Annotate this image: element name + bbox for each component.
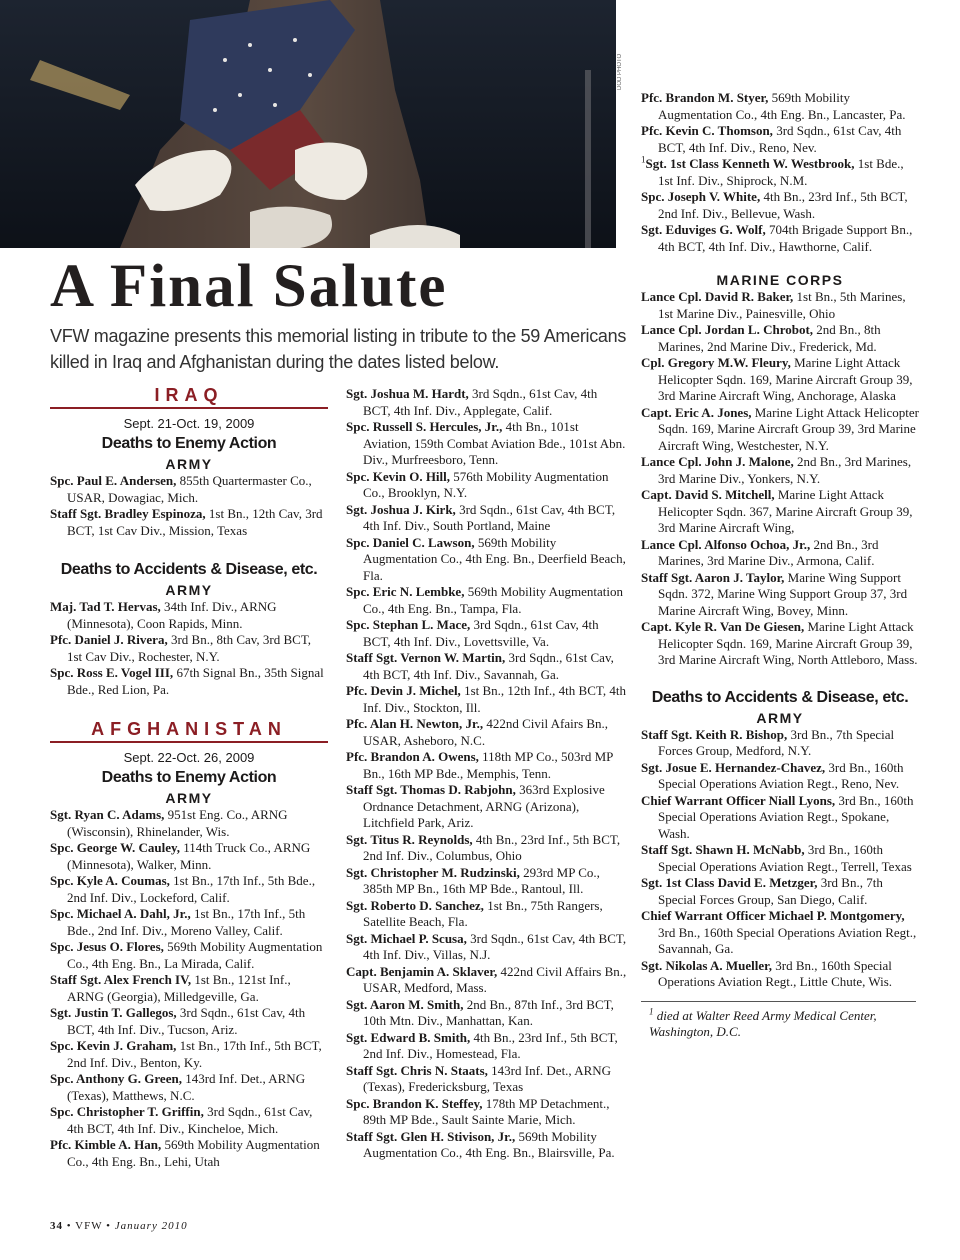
entry-unit: 143rd Inf. Det., ARNG (Texas), Matthews, N.C. (67, 1071, 306, 1103)
entry-name: Sgt. Josue E. Hernandez-Chavez, (641, 759, 826, 775)
entry-name: Pfc. Daniel J. Rivera, (50, 632, 168, 647)
roll-entry (346, 782, 628, 832)
entry-name: Capt. David S. Mitchell, (641, 487, 775, 502)
entry-unit: Marine Light Attack Helicopter Sqdn. 169, Marine Aircraft Group 39, 3rd Marine Aircraft Wing, Anchorage, Alaska (658, 355, 913, 403)
roll-entry (50, 873, 328, 906)
iraq-accidents-heading: Deaths to Accidents & Disease, etc. (60, 561, 318, 578)
roll-entry (50, 1038, 328, 1071)
roll-entry (50, 906, 328, 939)
entry-name: Spc. Brandon K. Steffey, (346, 1095, 483, 1111)
entry-unit: 3rd Sqdn., 61st Cav, 4th BCT, 4th Inf. Div., South Portland, Maine (363, 501, 616, 533)
roll-entry (641, 908, 919, 958)
roll-entry (346, 683, 628, 716)
entry-unit: 3rd Sqdn., 61st Cav, 4th BCT, 4th Inf. Div., Applegate, Calif. (363, 386, 598, 418)
page-number: 34 (50, 1220, 63, 1232)
roll-entry (346, 502, 628, 535)
roll-entry (50, 665, 328, 698)
roll-entry (50, 1005, 328, 1038)
entry-name: Pfc. Kimble A. Han, (50, 1137, 162, 1152)
entry-name: Spc. Ross E. Vogel III, (50, 665, 174, 680)
entry-name: Staff Sgt. Shawn H. McNabb, (641, 842, 805, 857)
roll-entry (50, 506, 328, 539)
issue-date: January 2010 (114, 1220, 188, 1232)
entry-name: Sgt. Edward B. Smith, (346, 1029, 471, 1045)
entry-name: Staff Sgt. Glen H. Stivison, Jr., (346, 1128, 516, 1144)
entry-unit: 3rd Sqdn., 61st Cav, 4th BCT, 4th Inf. Div., Tucson, Ariz. (67, 1005, 306, 1037)
entry-unit: 4th Bn., 101st Aviation, 159th Combat Aviation Bde., 101st Abn. Div., Murfreesboro, Tenn. (363, 419, 626, 467)
entry-unit: 178th MP Detachment., 89th MP Bde., Sault Sainte Marie, Mich. (363, 1095, 610, 1127)
entry-unit: Marine Wing Support Sqdn. 372, Marine Wing Support Group 37, 3rd Marine Aircraft Wing, Bovey, Minn. (658, 569, 908, 618)
entry-name: Lance Cpl. Jordan L. Chrobot, (641, 322, 814, 337)
afghanistan-accidents-heading: Deaths to Accidents & Disease, etc. (651, 688, 909, 706)
roll-entry (346, 1129, 628, 1162)
folio-separator: • (106, 1220, 112, 1232)
entry-name: Sgt. Christopher M. Rudzinski, (346, 864, 520, 880)
column-right (641, 90, 919, 1041)
roll-entry (641, 405, 919, 455)
roll-entry (641, 454, 919, 487)
roll-entry (641, 570, 919, 620)
entry-unit: 422nd Civil Afairs Bn., USAR, Asheboro, N.C. (363, 716, 609, 748)
iraq-dates: Sept. 21-Oct. 19, 2009 (123, 416, 255, 431)
entry-name: Staff Sgt. Keith R. Bishop, (641, 726, 788, 742)
entry-unit: Marine Light Attack Helicopter Sqdn. 367, Marine Aircraft Group 39, 3rd Marine Aircraft Wing, (658, 487, 913, 535)
roll-entry (50, 473, 328, 506)
roll-entry (346, 419, 628, 469)
entry-name: Sgt. Aaron M. Smith, (346, 996, 464, 1012)
entry-name: Sgt. Joshua M. Hardt, (346, 386, 469, 401)
entry-unit: 1st Bn., 12th Cav, 3rd BCT, 1st Cav Div., Mission, Texas (67, 506, 323, 538)
roll-entry (50, 632, 328, 665)
entry-unit: 3rd Bn., 7th Special Forces Group, San Diego, Calif. (658, 875, 883, 907)
entry-name: Sgt. Roberto D. Sanchez, (346, 897, 484, 913)
entry-unit: 569th Mobility Augmentation Co., 4th Eng. Bn., La Mirada, Calif. (67, 939, 323, 971)
entry-name: Spc. Joseph V. White, (641, 189, 761, 204)
entry-unit: 1st Bde., 1st Inf. Div., Shiprock, N.M. (658, 156, 904, 188)
entry-name: Spc. Christopher T. Griffin, (50, 1104, 204, 1119)
entry-unit: 3rd Bn., 160th Special Operations Aviation Regt., Reno, Nev. (658, 759, 904, 791)
entry-name: Staff Sgt. Bradley Espinoza, (50, 506, 206, 521)
entry-unit: 704th Brigade Support Bn., 4th BCT, 4th Inf. Div., Hawthorne, Calif. (658, 222, 913, 254)
entry-unit: 855th Quartermaster Co., USAR, Dowagiac, Mich. (67, 473, 312, 505)
roll-entry (50, 1071, 328, 1104)
entry-unit: 3rd Bn., 8th Cav, 3rd BCT, 1st Cav Div., Rochester, N.Y. (67, 632, 312, 664)
entry-name: Spc. Anthony G. Green, (50, 1071, 182, 1086)
entry-unit: 3rd Bn., 160th Special Operations Aviation Regt., Savannah, Ga. (658, 924, 917, 956)
entry-name: Capt. Kyle R. Van De Giesen, (641, 619, 805, 634)
roll-entry (346, 931, 628, 964)
entry-name: Staff Sgt. Thomas D. Rabjohn, (346, 782, 516, 797)
section-heading-afghanistan: AFGHANISTAN (50, 718, 328, 743)
hero-photo-flag-folding (0, 0, 616, 248)
section-heading-iraq: IRAQ (50, 384, 328, 409)
roll-entry (641, 355, 919, 405)
roll-entry (641, 222, 919, 255)
entry-name: Spc. George W. Cauley, (50, 840, 181, 855)
column-left (50, 384, 328, 1170)
entry-name: Sgt. Justin T. Gallegos, (50, 1005, 177, 1020)
entry-unit: 1st Bn., 5th Marines, 1st Marine Div., Painesville, Ohio (658, 289, 906, 321)
entry-unit: 3rd Bn., 160th Special Operations Aviation Regt., Terrell, Texas (658, 842, 912, 874)
afghanistan-marines-branch: MARINE CORPS (716, 272, 844, 288)
roll-entry (50, 1104, 328, 1137)
roll-entry (346, 716, 628, 749)
entry-unit: 293rd MP Co., 385th MP Bn., 16th MP Bde., Rantoul, Ill. (363, 864, 600, 896)
entry-name: Capt. Benjamin A. Sklaver, (346, 963, 498, 979)
afghanistan-accidents-branch: ARMY (756, 709, 804, 726)
roll-entry (50, 840, 328, 873)
roll-entry (641, 156, 919, 189)
iraq-accidents-branch: ARMY (165, 582, 213, 598)
roll-entry (346, 964, 628, 997)
entry-name: Pfc. Devin J. Michel, (346, 683, 461, 698)
afghanistan-marines-list (641, 289, 919, 669)
footnote-text: died at Walter Reed Army Medical Center, Washington, D.C. (649, 1007, 877, 1039)
entry-name: Staff Sgt. Chris N. Staats, (346, 1062, 488, 1078)
entry-name: Sgt. Eduviges G. Wolf, (641, 222, 766, 237)
roll-entry (346, 535, 628, 585)
iraq-enemy-branch: ARMY (165, 456, 213, 472)
entry-unit: 363rd Explosive Ordnance Detachment, ARNG (Arizona), Litchfield Park, Ariz. (363, 782, 605, 830)
roll-entry (50, 599, 328, 632)
entry-name: Sgt. 1st Class Kenneth W. Westbrook, (645, 156, 855, 171)
entry-name: Spc. Jesus O. Flores, (50, 939, 164, 954)
page-folio (50, 1220, 188, 1232)
entry-unit: 34th Inf. Div., ARNG (Minnesota), Coon Rapids, Minn. (67, 599, 277, 631)
roll-entry (641, 289, 919, 322)
magazine-name: VFW (75, 1220, 103, 1232)
roll-entry (346, 1063, 628, 1096)
roll-entry (346, 584, 628, 617)
roll-entry (346, 1096, 628, 1129)
iraq-accidents-list (50, 599, 328, 698)
intro-text: VFW magazine presents this memorial listing in tribute to the 59 Americans killed in Iraq and Afghanistan during the dates listed below. (50, 326, 627, 372)
roll-entry (346, 997, 628, 1030)
entry-unit: 3rd Bn., 160th Special Operations Aviation Regt., Little Chute, Wis. (658, 957, 893, 989)
roll-entry (641, 958, 919, 991)
roll-entry (346, 386, 628, 419)
footnote (641, 1008, 919, 1041)
entry-unit: 3rd Sqdn., 61st Cav, 4th BCT, 4th Inf. Div., Lovettsville, Va. (363, 617, 599, 649)
roll-entry (641, 760, 919, 793)
entry-unit: Marine Light Attack Helicopter Sqdn. 169, Marine Aircraft Group 39, 3rd Marine Aircraft Wing, North Attleboro, Mass. (658, 619, 918, 667)
roll-entry (346, 832, 628, 865)
entry-name: Spc. Kevin O. Hill, (346, 468, 451, 484)
entry-name: Sgt. Nikolas A. Mueller, (641, 957, 772, 973)
roll-entry (641, 123, 919, 156)
column-middle (346, 386, 628, 1162)
entry-unit: 2nd Bn., 3rd Marines, 3rd Marine Div., Yonkers, N.Y. (658, 454, 912, 486)
roll-entry (641, 793, 919, 843)
afghanistan-enemy-list-part1 (50, 807, 328, 1170)
roll-entry (346, 1030, 628, 1063)
entry-unit: 1st Bn., 121st Inf., ARNG (Georgia), Milledgeville, Ga. (67, 972, 291, 1004)
entry-unit: 114th Truck Co., ARNG (Minnesota), Walker, Minn. (67, 840, 311, 872)
footnote-mark: 1 (649, 1006, 654, 1017)
entry-unit: 1st Bn., 17th Inf., 5th Bde., 2nd Inf. Div., Moreno Valley, Calif. (67, 906, 306, 938)
roll-entry (641, 537, 919, 570)
entry-unit: 569th Mobility Augmentation Co., 4th Eng. Bn., Tampa, Fla. (363, 584, 623, 616)
entry-name: Sgt. Michael P. Scusa, (346, 930, 467, 946)
roll-entry (50, 807, 328, 840)
entry-name: Spc. Michael A. Dahl, Jr., (50, 906, 191, 921)
roll-entry (346, 469, 628, 502)
entry-name: Sgt. 1st Class David E. Metzger, (641, 875, 818, 890)
roll-entry (641, 875, 919, 908)
entry-name: Pfc. Brandon M. Styer, (641, 90, 769, 105)
entry-name: Lance Cpl. Alfonso Ochoa, Jr., (641, 536, 811, 552)
afghanistan-accidents-list (641, 727, 919, 991)
roll-entry (641, 842, 919, 875)
roll-entry (641, 619, 919, 669)
entry-unit: 569th Mobility Augmentation Co., 4th Eng. Bn., Lancaster, Pa. (658, 90, 906, 122)
footnote-ref: 1 (641, 154, 646, 165)
entry-unit: 4th Bn., 23rd Inf., 5th BCT, 2nd Inf. Div., Columbus, Ohio (363, 831, 621, 863)
roll-entry (346, 650, 628, 683)
entry-unit: 576th Mobility Augmentation Co., Brooklyn, N.Y. (363, 468, 609, 500)
entry-name: Pfc. Kevin C. Thomson, (641, 123, 773, 138)
entry-unit: 3rd Sqdn., 61st Cav, 4th BCT, 4th Inf. Div., Savannah, Ga. (363, 650, 614, 682)
entry-name: Maj. Tad T. Hervas, (50, 599, 161, 614)
folio-separator: • (66, 1220, 72, 1232)
entry-unit: 2nd Bn., 8th Marines, 2nd Marine Div., Frederick, Md. (658, 322, 881, 354)
entry-unit: 3rd Sqdn., 61st Cav, 4th BCT, 4th Inf. Div., Kincheloe, Mich. (67, 1104, 313, 1136)
entry-name: Spc. Russell S. Hercules, Jr., (346, 419, 503, 434)
roll-entry (641, 90, 919, 123)
iraq-enemy-list (50, 473, 328, 539)
entry-name: Sgt. Joshua J. Kirk, (346, 501, 456, 517)
entry-unit: 3rd Sqdn., 61st Cav, 4th BCT, 4th Inf. Div., Reno, Nev. (658, 123, 902, 155)
headline: A Final Salute (50, 253, 448, 320)
roll-entry (641, 322, 919, 355)
entry-name: Staff Sgt. Vernon W. Martin, (346, 650, 506, 665)
entry-unit: 951st Eng. Co., ARNG (Wisconsin), Rhinelander, Wis. (67, 807, 288, 839)
roll-entry (346, 898, 628, 931)
entry-unit: 4th Bn., 23rd Inf., 5th BCT, 2nd Inf. Div., Bellevue, Wash. (658, 189, 908, 221)
roll-entry (641, 727, 919, 760)
entry-name: Staff Sgt. Aaron J. Taylor, (641, 569, 785, 585)
entry-unit: 422nd Civil Affairs Bn., USAR, Medford, Mass. (363, 963, 627, 995)
roll-entry (346, 749, 628, 782)
entry-unit: Marine Light Attack Helicopter Sqdn. 169, Marine Aircraft Group 39, 3rd Marine Aircraft Wing, Westchester, N.Y. (658, 404, 920, 453)
entry-name: Staff Sgt. Alex French IV, (50, 972, 192, 987)
entry-name: Lance Cpl. David R. Baker, (641, 289, 794, 304)
entry-unit: 118th MP Co., 503rd MP Bn., 16th MP Bde., Memphis, Tenn. (363, 749, 613, 781)
entry-unit: 569th Mobility Augmentation Co., 4th Eng. Bn., Lehi, Utah (67, 1137, 320, 1169)
entry-unit: 569th Mobility Augmentation Co., 4th Eng. Bn., Deerfield Beach, Fla. (363, 534, 626, 583)
entry-name: Sgt. Ryan C. Adams, (50, 807, 165, 822)
roll-entry (346, 865, 628, 898)
entry-name: Spc. Kevin J. Graham, (50, 1038, 177, 1053)
entry-name: Pfc. Brandon A. Owens, (346, 749, 479, 764)
entry-unit: 1st Bn., 17th Inf., 5th Bde., 2nd Inf. Div., Lockeford, Calif. (67, 873, 316, 905)
entry-name: Sgt. Titus R. Reynolds, (346, 831, 473, 847)
roll-entry (641, 189, 919, 222)
entry-name: Spc. Daniel C. Lawson, (346, 534, 475, 550)
entry-unit: 3rd Bn., 7th Special Forces Group, Medford, N.Y. (658, 726, 895, 758)
entry-unit: 3rd Sqdn., 61st Cav, 4th BCT, 4th Inf. Div., Villas, N.J. (363, 930, 627, 962)
photo-credit: DOD PHOTO (617, 53, 623, 90)
roll-entry (50, 1137, 328, 1170)
entry-unit: 2nd Bn., 87th Inf., 3rd BCT, 10th Mtn. Div., Manhattan, Kan. (363, 996, 614, 1028)
entry-unit: 67th Signal Bn., 35th Signal Bde., Red Lion, Pa. (67, 665, 324, 697)
entry-unit: 143rd Inf. Det., ARNG (Texas), Fredericksburg, Texas (363, 1062, 612, 1094)
afghanistan-enemy-branch: ARMY (165, 790, 213, 806)
entry-unit: 3rd Bn., 160th Special Operations Aviation Regt., Spokane, Wash. (658, 792, 914, 841)
entry-name: Spc. Stephan L. Mace, (346, 617, 471, 632)
entry-unit: 569th Mobility Augmentation Co., 4th Eng. Bn., Blairsville, Pa. (363, 1128, 615, 1160)
roll-entry (50, 939, 328, 972)
entry-unit: 1st Bn., 12th Inf., 4th BCT, 4th Inf. Div., Stockton, Ill. (363, 683, 626, 715)
entry-name: Spc. Kyle A. Coumas, (50, 873, 170, 888)
entry-unit: 2nd Bn., 3rd Marines, 3rd Marine Div., Armona, Calif. (658, 536, 879, 568)
entry-unit: 4th Bn., 23rd Inf., 5th BCT, 2nd Inf. Div., Homestead, Fla. (363, 1029, 618, 1061)
afghanistan-enemy-list-part2 (346, 386, 628, 1162)
afghanistan-dates: Sept. 22-Oct. 26, 2009 (123, 750, 255, 765)
footnote-rule (641, 1001, 916, 1002)
entry-name: Pfc. Alan H. Newton, Jr., (346, 716, 484, 731)
afghanistan-enemy-heading: Deaths to Enemy Action (101, 769, 277, 786)
entry-name: Capt. Eric A. Jones, (641, 404, 752, 420)
entry-name: Spc. Paul E. Andersen, (50, 473, 177, 488)
entry-unit: 1st Bn., 75th Rangers, Satellite Beach, Fla. (363, 897, 603, 929)
roll-entry (50, 972, 328, 1005)
roll-entry (346, 617, 628, 650)
entry-unit: 1st Bn., 17th Inf., 5th BCT, 2nd Inf. Div., Benton, Ky. (67, 1038, 322, 1070)
entry-name: Cpl. Gregory M.W. Fleury, (641, 355, 791, 370)
iraq-enemy-heading: Deaths to Enemy Action (101, 435, 277, 452)
afghanistan-enemy-list-part3 (641, 90, 919, 255)
entry-name: Chief Warrant Officer Niall Lyons, (641, 792, 836, 808)
entry-name: Lance Cpl. John J. Malone, (641, 454, 794, 469)
entry-name: Spc. Eric N. Lembke, (346, 584, 465, 599)
entry-name: Chief Warrant Officer Michael P. Montgomery, (641, 908, 905, 923)
roll-entry (641, 487, 919, 537)
